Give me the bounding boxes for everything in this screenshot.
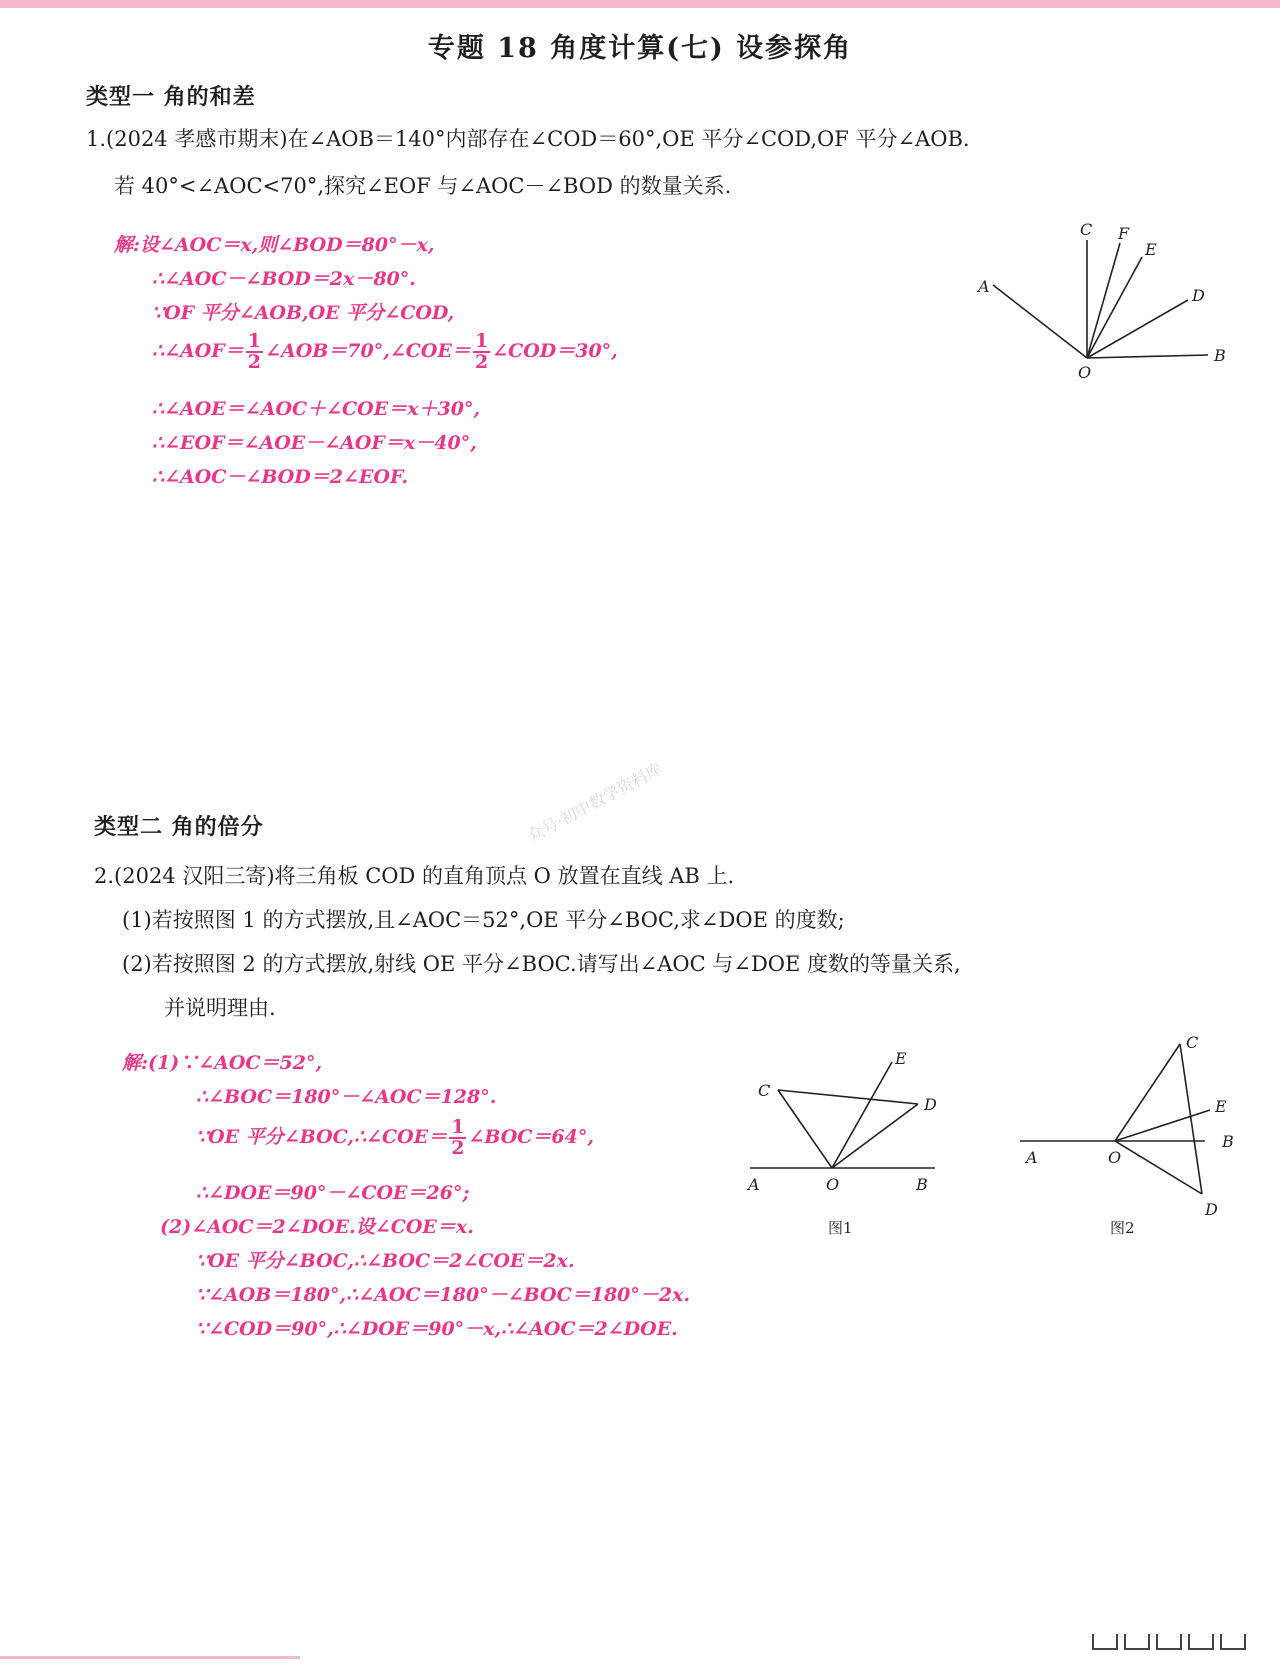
figure-1-triangle-on-line	[740, 1048, 960, 1248]
watermark: 众号·初中数学资料库	[524, 758, 666, 846]
label-o: O	[1078, 363, 1092, 382]
solution-2-line-3	[196, 1118, 594, 1158]
solution-1-line-4-part-a: ∴∠AOF＝	[152, 340, 244, 362]
segment-od	[832, 1104, 918, 1168]
fig2-label-d: D	[1205, 1200, 1218, 1219]
solution-1-line-2: ∴∠AOC－∠BOD＝2x－80°.	[152, 268, 416, 290]
label-a: A	[978, 277, 990, 296]
label-e: E	[1145, 240, 1157, 259]
problem-1-line-2: 若 40°<∠AOC<70°,探究∠EOF 与∠AOC－∠BOD 的数量关系.	[114, 174, 732, 198]
section-heading-1: 类型一 角的和差	[86, 84, 256, 110]
scroll-tick	[1092, 1634, 1118, 1650]
solution-2-line-2: ∴∠BOC＝180°－∠AOC＝128°.	[196, 1086, 497, 1108]
page-title: 专题 18 角度计算(七) 设参探角	[427, 33, 853, 64]
problem-2-line-4: 并说明理由.	[164, 996, 276, 1020]
solution-1-line-4-part-b: ∠AOB＝70°,∠COE＝	[265, 340, 471, 362]
solution-1-line-1: 解:设∠AOC＝x,则∠BOD＝80°－x,	[114, 234, 435, 256]
scroll-tick	[1188, 1634, 1214, 1650]
fig2-label-b: B	[1222, 1132, 1234, 1151]
fraction-half: $\frac{1}{2}$	[451, 1116, 465, 1159]
ray-oe	[1115, 1110, 1210, 1141]
problem-2-line-2: (1)若按照图 1 的方式摆放,且∠AOC＝52°,OE 平分∠BOC,求∠DOE 的度数;	[122, 908, 845, 932]
solution-2-line-3-part-a: ∵OE 平分∠BOC,∴∠COE＝	[196, 1126, 448, 1148]
fig2-label-a: A	[1026, 1148, 1038, 1167]
segment-cd	[778, 1090, 918, 1104]
fig2-label-e: E	[1215, 1097, 1227, 1116]
solution-2-line-7: ∵∠AOB＝180°,∴∠AOC＝180°－∠BOC＝180°－2x.	[196, 1284, 691, 1306]
fig1-label-o: O	[826, 1175, 840, 1194]
solution-1-line-7: ∴∠AOC－∠BOD＝2∠EOF.	[152, 466, 409, 488]
section-heading-2: 类型二 角的倍分	[94, 814, 264, 840]
fig2-label-o: O	[1108, 1148, 1122, 1167]
fig1-label-a: A	[748, 1175, 760, 1194]
segment-oc	[1115, 1044, 1180, 1141]
bottom-decorative-band	[0, 1656, 300, 1659]
fig1-label-b: B	[916, 1175, 928, 1194]
solution-1-line-4	[152, 332, 618, 372]
segment-oc	[778, 1090, 832, 1168]
fraction-half: $\frac{1}{2}$	[474, 330, 489, 373]
solution-2-line-5: (2)∠AOC＝2∠DOE.设∠COE＝x.	[160, 1216, 474, 1238]
scroll-tick	[1220, 1634, 1246, 1650]
ray-oa	[993, 285, 1087, 358]
ray-oe	[832, 1062, 892, 1168]
solution-1-line-6: ∴∠EOF＝∠AOE－∠AOF＝x－40°,	[152, 432, 477, 454]
fraction-half: $\frac{1}{2}$	[247, 330, 262, 373]
solution-2-line-4: ∴∠DOE＝90°－∠COE＝26°;	[196, 1182, 470, 1204]
fig2-label-c: C	[1186, 1033, 1199, 1052]
label-d: D	[1192, 286, 1205, 305]
solution-2-line-6: ∵OE 平分∠BOC,∴∠BOC＝2∠COE＝2x.	[196, 1250, 575, 1272]
ray-of	[1087, 243, 1120, 358]
solution-2-line-8: ∵∠COD＝90°,∴∠DOE＝90°－x,∴∠AOC＝2∠DOE.	[196, 1318, 678, 1340]
scroll-tick	[1124, 1634, 1150, 1650]
fig1-label-d: D	[924, 1095, 937, 1114]
figure-1-caption: 图1	[828, 1219, 853, 1237]
fig1-label-e: E	[895, 1049, 907, 1068]
label-f: F	[1118, 224, 1130, 243]
solution-2-line-1: 解:(1)∵∠AOC＝52°,	[122, 1052, 323, 1074]
label-c: C	[1080, 220, 1093, 239]
label-b: B	[1214, 346, 1226, 365]
ray-ob	[1087, 355, 1208, 358]
figure-angles-1	[970, 215, 1240, 390]
problem-2-line-3: (2)若按照图 2 的方式摆放,射线 OE 平分∠BOC.请写出∠AOC 与∠DOE 度数的等量关系,	[122, 952, 961, 976]
problem-2-line-1: 2.(2024 汉阳三寄)将三角板 COD 的直角顶点 O 放置在直线 AB 上.	[94, 864, 735, 888]
fig1-label-c: C	[758, 1081, 771, 1100]
segment-od	[1115, 1141, 1202, 1194]
problem-1-line-1: 1.(2024 孝感市期末)在∠AOB＝140°内部存在∠COD＝60°,OE 平分∠COD,OF 平分∠AOB.	[86, 127, 970, 151]
figure-2-caption: 图2	[1110, 1219, 1135, 1237]
solution-1-line-3: ∵OF 平分∠AOB,OE 平分∠COD,	[152, 302, 455, 324]
solution-1-line-5: ∴∠AOE＝∠AOC＋∠COE＝x＋30°,	[152, 398, 481, 420]
solution-1-line-4-part-c: ∠COD＝30°,	[492, 340, 618, 362]
scroll-tick	[1156, 1634, 1182, 1650]
top-decorative-band	[0, 0, 1280, 8]
solution-2-line-3-part-b: ∠BOC＝64°,	[468, 1126, 594, 1148]
figure-2-triangle-on-line	[1010, 1028, 1250, 1248]
page-scroll-indicator[interactable]	[1092, 1633, 1262, 1651]
